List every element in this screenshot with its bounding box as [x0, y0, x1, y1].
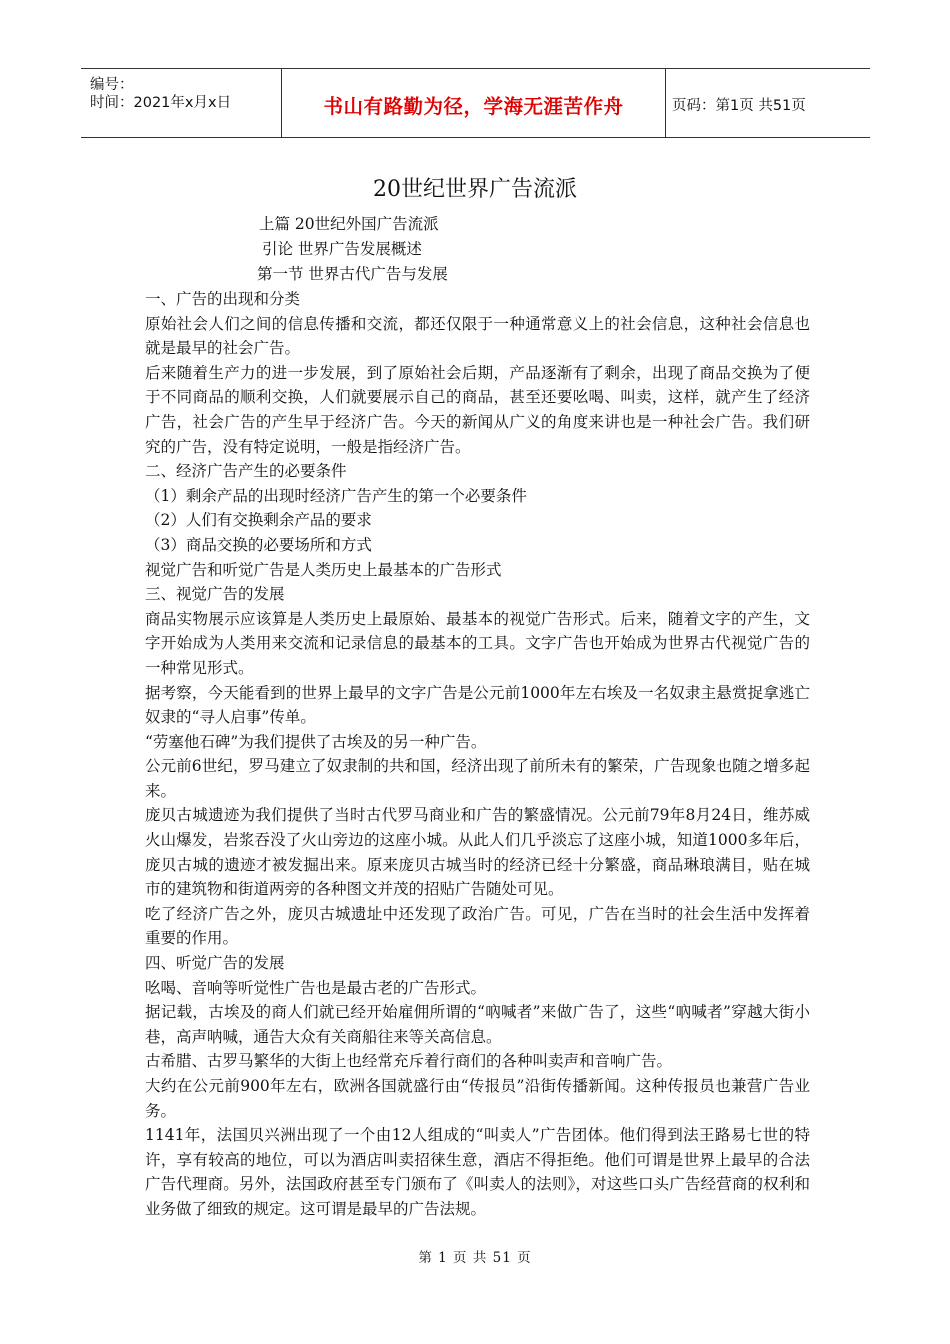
list-item: （1）剩余产品的出现时经济广告产生的第一个必要条件 [145, 486, 527, 505]
page-footer: 第 1 页 共 51 页 [418, 1250, 532, 1266]
document-number-label: 编号： [90, 77, 134, 93]
paragraph: “劳塞他石碑”为我们提供了古埃及的另一种广告。 [145, 732, 487, 751]
paragraph: 原始社会人们之间的信息传播和交流，都还仅限于一种通常意义上的社会信息，这种社会信息也就是最早的社会广告。 [145, 314, 810, 358]
paragraph: 吃了经济广告之外，庞贝古城遗址中还发现了政治广告。可见，广告在当时的社会生活中发挥着重要的作用。 [145, 904, 810, 948]
header-motto: 书山有路勤为径，学海无涯苦作舟 [323, 95, 624, 118]
paragraph: 视觉广告和听觉广告是人类历史上最基本的广告形式 [145, 560, 502, 579]
paragraph: 大约在公元前900年左右，欧洲各国就盛行由“传报员”沿街传播新闻。这种传报员也兼营广告业务。 [145, 1077, 810, 1120]
header-meta-cell [81, 69, 281, 137]
section-heading: 二、经济广告产生的必要条件 [145, 462, 347, 481]
paragraph: 商品实物展示应该算是人类历史上最原始、最基本的视觉广告形式。后来，随着文字的产生，文字开始成为人类用来交流和记录信息的最基本的工具。文字广告也开始成为世界古代视觉广告的一种常见形式。 [145, 609, 810, 677]
section-heading: 一、广告的出现和分类 [145, 290, 301, 308]
header-motto-cell [281, 69, 666, 137]
body-text [145, 287, 810, 1222]
paragraph: 吆喝、音响等听觉性广告也是最古老的广告形式。 [145, 978, 487, 997]
paragraph: 1141年，法国贝兴洲出现了一个由12人组成的“叫卖人”广告团体。他们得到法王路易七世的特许，享有较高的地位，可以为酒店叫卖招徕生意，酒店不得拒绝。他们可谓是世界上最早的合法广告代理商。另外，法国政府甚至专门颁布了《叫卖人的法则》，对这些口头广告经营商的权利和业务做了细致的规定。这可谓是最早的广告法规。 [145, 1126, 810, 1218]
section-heading: 四、听觉广告的发展 [145, 954, 285, 973]
document-time-label: 时间：2021年x月x日 [90, 95, 232, 111]
header-page-info: 页码：第1页 共51页 [672, 98, 806, 114]
paragraph: 庞贝古城遗迹为我们提供了当时古代罗马商业和广告的繁盛情况。公元前79年8月24日，维苏威火山爆发，岩浆吞没了火山旁边的这座小城。从此人们几乎淡忘了这座小城，知道1000多年后，庞贝古城的遗迹才被发掘出来。原来庞贝古城当时的经济已经十分繁盛，商品琳琅满目，贴在城市的建筑物和街道两旁的各种图文并茂的招贴广告随处可见。 [145, 806, 810, 899]
paragraph: 据考察，今天能看到的世界上最早的文字广告是公元前1000年左右埃及一名奴隶主悬赏捉拿逃亡奴隶的“寻人启事”传单。 [145, 683, 810, 727]
paragraph: 古希腊、古罗马繁华的大街上也经常充斥着行商们的各种叫卖声和音响广告。 [145, 1052, 673, 1071]
subheading-introduction: 引论 世界广告发展概述 [262, 240, 422, 258]
page-header [81, 68, 870, 138]
section-heading: 三、视觉广告的发展 [145, 585, 285, 604]
list-item: （2）人们有交换剩余产品的要求 [145, 511, 372, 530]
paragraph: 据记载，古埃及的商人们就已经开始雇佣所谓的“吶喊者”来做广告了，这些“吶喊者”穿越大街小巷，高声呐喊，通告大众有关商船往来等关高信息。 [145, 1003, 810, 1046]
document-title: 20世纪世界广告流派 [373, 177, 577, 202]
list-item: （3）商品交换的必要场所和方式 [145, 535, 372, 554]
paragraph: 后来随着生产力的进一步发展，到了原始社会后期，产品逐渐有了剩余，出现了商品交换为了便于不同商品的顺利交换，人们就要展示自己的商品，甚至还要吆喝、叫卖，这样，就产生了经济广告，社会广告的产生早于经济广告。今天的新闻从广义的角度来讲也是一种社会广告。我们研究的广告，没有特定说明，一般是指经济广告。 [145, 363, 810, 456]
header-page-cell [664, 69, 870, 137]
subheading-part: 上篇 20世纪外国广告流派 [259, 215, 439, 233]
subheading-section: 第一节 世界古代广告与发展 [257, 265, 448, 283]
paragraph: 公元前6世纪，罗马建立了奴隶制的共和国，经济出现了前所未有的繁荣，广告现象也随之增多起来。 [145, 757, 810, 800]
